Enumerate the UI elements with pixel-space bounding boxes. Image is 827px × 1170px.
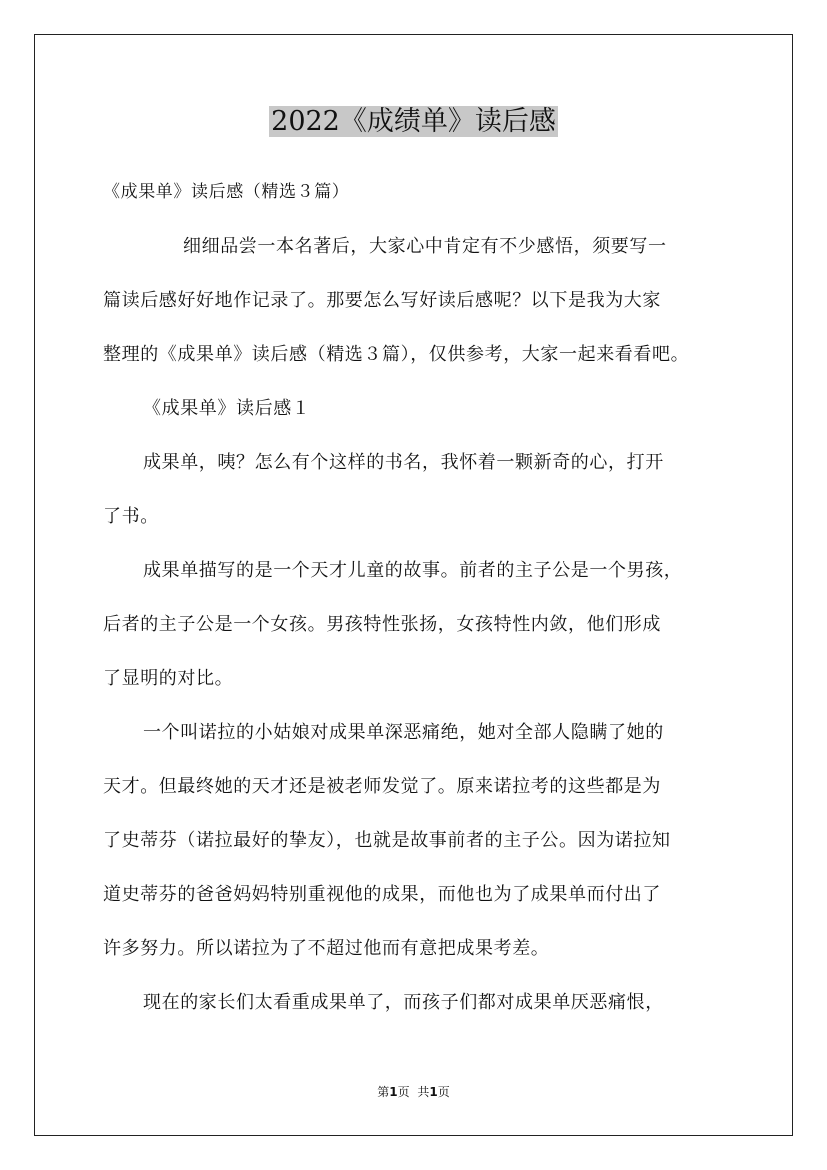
- footer-total-suffix: 页: [437, 1085, 450, 1099]
- paragraph-line: 一个叫诺拉的小姑娘对成果单深恶痛绝，她对全部人隐瞒了她的: [143, 722, 664, 743]
- paragraph-line: 了书。: [103, 506, 159, 527]
- paragraph-line: 后者的主子公是一个女孩。男孩特性张扬，女孩特性内敛，他们形成: [103, 614, 661, 635]
- paragraph-line: 细细品尝一本名著后，大家心中肯定有不少感悟，须要写一: [183, 236, 667, 257]
- document-title: [0, 102, 827, 142]
- paragraph-line: 天才。但最终她的天才还是被老师发觉了。原来诺拉考的这些都是为: [103, 776, 661, 797]
- section-heading: 《成果单》读后感１: [143, 398, 311, 419]
- paragraph-line: 整理的《成果单》读后感（精选３篇），仅供参考，大家一起来看看吧。: [103, 344, 690, 365]
- footer-total-number: 1: [429, 1085, 438, 1099]
- footer-page-number: 1: [389, 1085, 398, 1099]
- page-footer: [0, 1083, 827, 1101]
- footer-page-suffix: 页: [397, 1085, 410, 1099]
- paragraph-line: 篇读后感好好地作记录了。那要怎么写好读后感呢？以下是我为大家: [103, 290, 661, 311]
- paragraph-line: 了显明的对比。: [103, 668, 234, 689]
- paragraph-line: 现在的家长们太看重成果单了，而孩子们都对成果单厌恶痛恨，: [143, 992, 664, 1013]
- paragraph-line: 道史蒂芬的爸爸妈妈特别重视他的成果，而他也为了成果单而付出了: [103, 884, 661, 905]
- footer-page-prefix: 第: [377, 1085, 390, 1099]
- paragraph-line: 了史蒂芬（诺拉最好的挚友），也就是故事前者的主子公。因为诺拉知: [103, 830, 671, 851]
- paragraph-line: 许多努力。所以诺拉为了不超过他而有意把成果考差。: [103, 938, 550, 959]
- footer-total-prefix: 共: [417, 1085, 430, 1099]
- document-subtitle: 《成果单》读后感（精选３篇）: [103, 182, 350, 202]
- paragraph-line: 成果单，咦？怎么有个这样的书名，我怀着一颗新奇的心，打开: [143, 452, 664, 473]
- paragraph-line: 成果单描写的是一个天才儿童的故事。前者的主子公是一个男孩，: [143, 560, 683, 581]
- document-title-text: 2022《成绩单》读后感: [271, 106, 556, 137]
